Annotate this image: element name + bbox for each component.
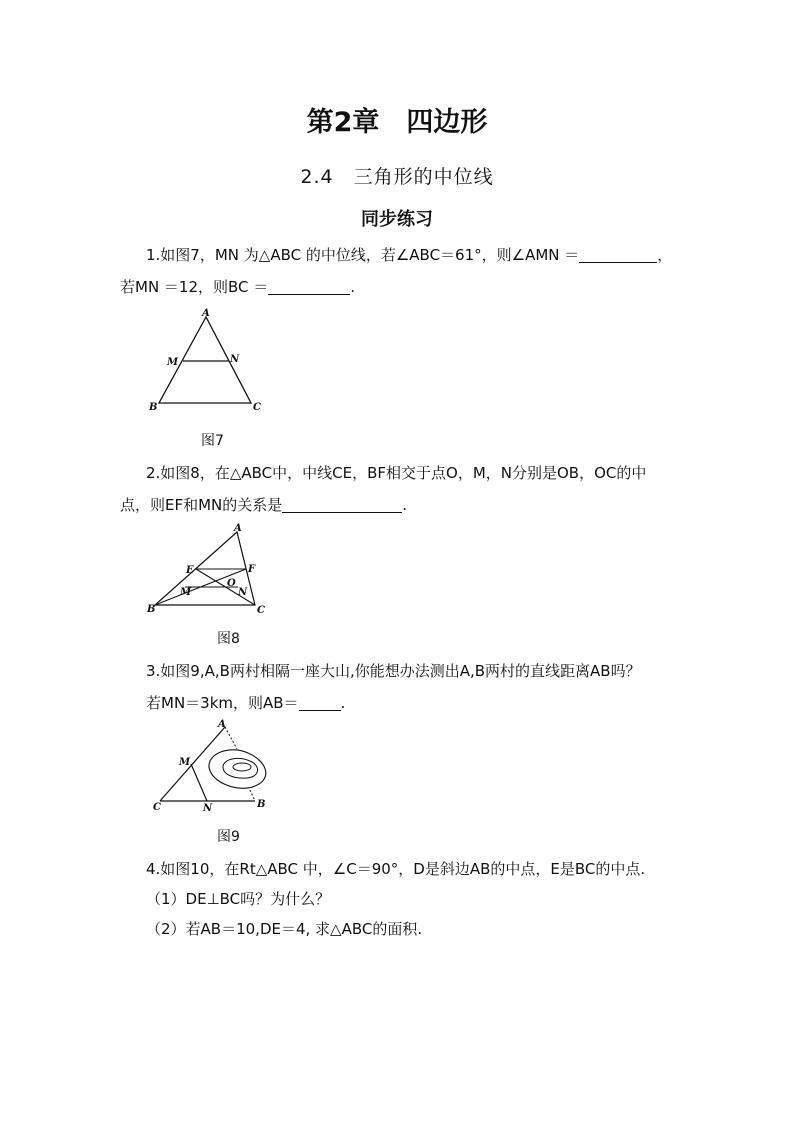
q2-line2-text: 点，则EF和MN的关系是: [120, 496, 283, 514]
q3-line2: [146, 692, 345, 713]
mountain-peak-contour: [233, 763, 251, 771]
label-a: A: [234, 523, 242, 534]
exercise-subtitle: 同步练习: [361, 209, 433, 230]
label-e: E: [186, 565, 194, 576]
label-c: C: [253, 402, 261, 413]
figure-9-caption: 图9: [217, 829, 240, 845]
q4-part2: （2）若AB＝10,DE＝4, 求△ABC的面积.: [146, 920, 423, 938]
dashed-ab-bottom: [250, 790, 255, 801]
q3-blank[interactable]: [299, 695, 341, 711]
label-n: N: [203, 803, 213, 814]
q4-part1: （1）DE⊥BC吗？为什么？: [146, 890, 331, 908]
label-a: A: [218, 719, 226, 730]
q2-line2-end: .: [402, 496, 408, 514]
figure-7-caption: 图7: [201, 433, 224, 449]
q2-line1: 2.如图8，在△ABC中，中线CE，BF相交于点O，M，N分别是OB，OC的中: [146, 464, 647, 482]
q1-line2: [120, 276, 355, 297]
q1-line2-text: 若MN ＝12，则BC ＝: [120, 278, 269, 296]
q1-line2-end: .: [350, 278, 356, 296]
section-title: 2.4 三角形的中位线: [300, 166, 494, 188]
chapter-title: 第2章 四边形: [306, 107, 488, 138]
label-o: O: [227, 578, 236, 589]
q3-line2-text: 若MN＝3km，则AB＝: [146, 694, 299, 712]
label-b: B: [149, 402, 158, 413]
q1-line1-end: ，: [657, 246, 673, 264]
label-n: N: [238, 587, 248, 598]
label-b: B: [257, 799, 266, 810]
q3-line1: 3.如图9,A,B两村相隔一座大山,你能想办法测出A,B两村的直线距离AB吗？: [146, 662, 641, 680]
label-n: N: [230, 354, 240, 365]
label-c: C: [257, 605, 265, 616]
segment-mn: [191, 764, 207, 801]
mountain-middle-contour: [223, 758, 258, 778]
q2-line2: [120, 494, 407, 515]
label-m: M: [179, 757, 191, 768]
figure-7: [140, 305, 280, 415]
q1-line1-text: 1.如图7，MN 为△ABC 的中位线，若∠ABC＝61°，则∠AMN ＝: [146, 246, 580, 264]
label-a: A: [202, 308, 210, 319]
q1-line1: [146, 244, 672, 265]
q2-blank[interactable]: [282, 497, 402, 513]
label-c: C: [153, 802, 161, 813]
q3-line2-end: .: [340, 694, 346, 712]
label-f: F: [248, 564, 256, 575]
q1-blank-bc[interactable]: [268, 279, 350, 295]
segment-ac: [160, 727, 225, 801]
label-m: M: [180, 587, 192, 598]
dashed-ab-top: [225, 727, 237, 749]
figure-8-caption: 图8: [217, 631, 240, 647]
figure-9: [145, 715, 285, 815]
label-b: B: [147, 604, 156, 615]
figure-8: [140, 520, 280, 620]
q4-line1: 4.如图10，在Rt△ABC 中，∠C＝90°，D是斜边AB的中点，E是BC的中点.: [146, 860, 646, 878]
q1-blank-angle[interactable]: [579, 247, 657, 263]
label-m: M: [167, 357, 179, 368]
